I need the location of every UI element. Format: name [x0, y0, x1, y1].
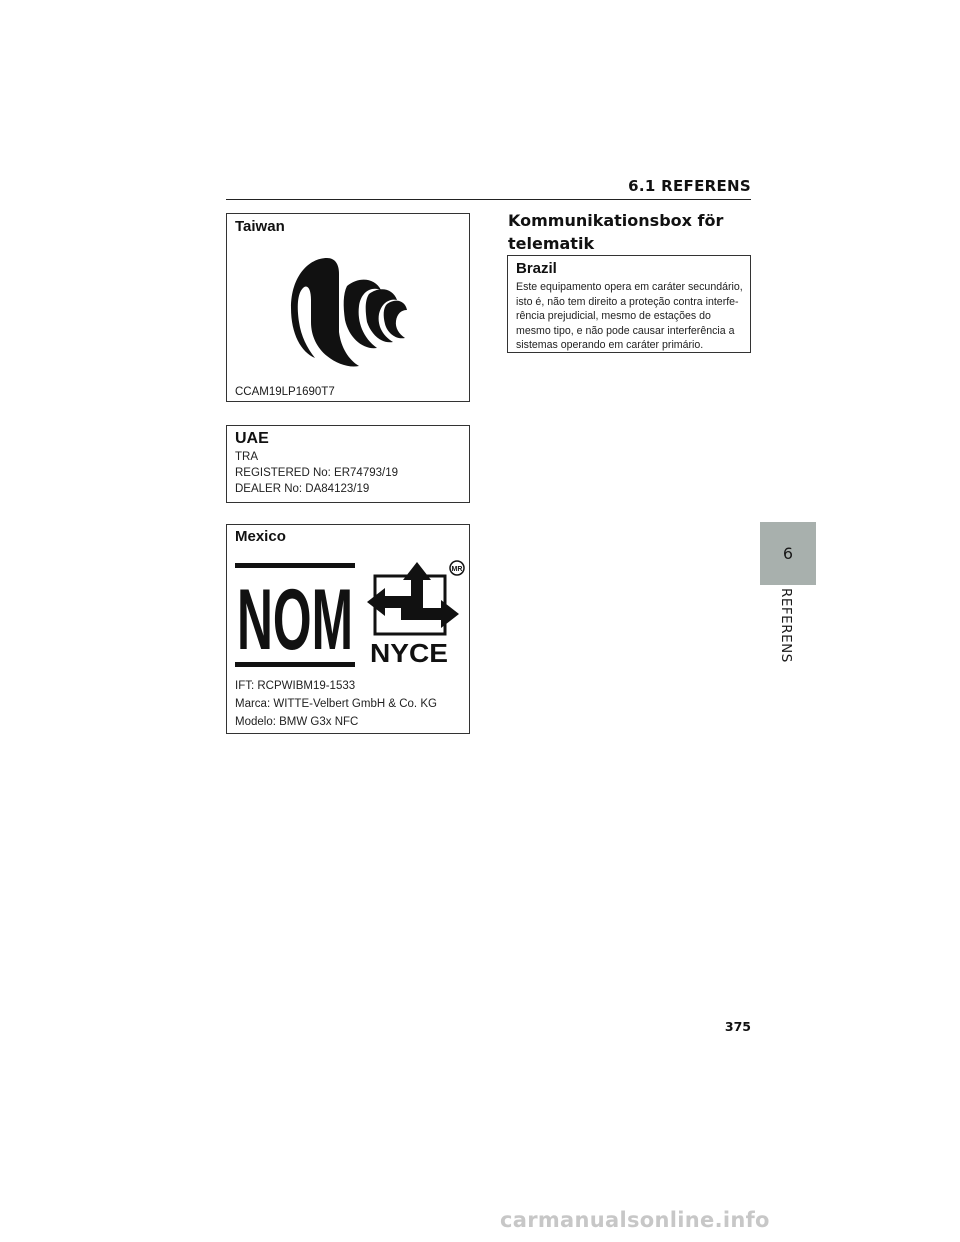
header-divider	[226, 199, 751, 200]
mexico-line: IFT: RCPWIBM19-1533	[235, 680, 356, 692]
mexico-title: Mexico	[235, 528, 286, 545]
brazil-title: Brazil	[516, 260, 557, 277]
uae-line: DEALER No: DA84123/19	[235, 483, 370, 495]
chapter-label: REFERENS	[778, 588, 794, 663]
mexico-details	[235, 677, 437, 731]
nyce-logo-text: NYCE	[370, 638, 448, 666]
mr-badge-text: MR	[451, 566, 463, 573]
brazil-certification-box	[507, 255, 751, 353]
mexico-certification-box	[226, 524, 470, 734]
uae-title: UAE	[235, 430, 269, 447]
section-heading: Kommunikationsbox för telematik	[508, 211, 724, 253]
taiwan-certification-box	[226, 213, 470, 402]
nyce-logo-icon	[367, 558, 467, 666]
page-number: 375	[724, 1019, 751, 1034]
uae-line: TRA	[235, 451, 258, 463]
taiwan-certification-code: CCAM19LP1690T7	[235, 386, 335, 398]
uae-details	[235, 449, 398, 497]
brazil-text: Este equipamento opera em caráter secundário, isto é, não tem direito a proteção contra interfe-rência prejudicial, mesmo de estações do mesmo tipo, e não pode causar interferência a sistemas operando em caráter primário.	[516, 281, 743, 351]
watermark: carmanualsonline.info	[500, 1208, 770, 1232]
mexico-line: Marca: WITTE-Velbert GmbH & Co. KG	[235, 698, 437, 710]
ncc-logo-icon	[283, 248, 411, 376]
uae-certification-box	[226, 425, 470, 503]
nom-logo-icon	[235, 563, 355, 667]
uae-line: REGISTERED No: ER74793/19	[235, 467, 398, 479]
mexico-line: Modelo: BMW G3x NFC	[235, 716, 359, 728]
chapter-tab[interactable]	[760, 522, 816, 585]
section-header: 6.1 REFERENS	[628, 177, 751, 195]
chapter-number: 6	[782, 544, 794, 563]
taiwan-title: Taiwan	[235, 218, 285, 235]
nom-logo-text: NOM	[237, 572, 353, 667]
